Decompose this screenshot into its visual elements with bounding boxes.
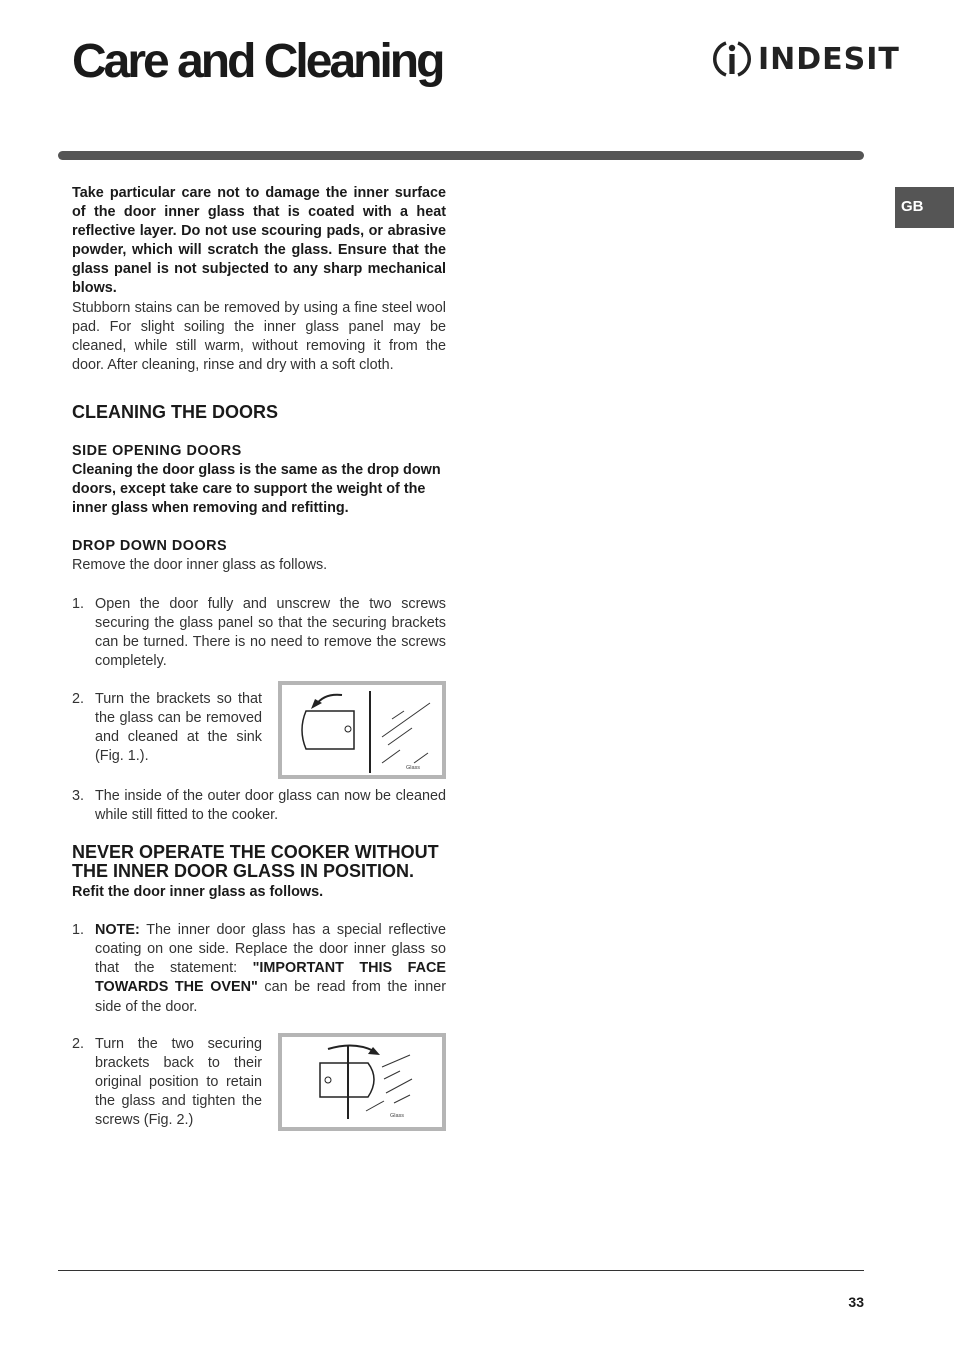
- drop-doors-heading: DROP DOWN DOORS: [72, 538, 228, 555]
- note-text-a: The inner door glass has a special reflective coating on one side. Replace the door inner glass so that the statement:: [95, 922, 446, 977]
- figure-2: [278, 1033, 446, 1131]
- step-text: [95, 921, 446, 1016]
- remove-step-3: [72, 787, 446, 825]
- remove-step-2: [72, 690, 262, 766]
- drop-doors-text: Remove the door inner glass as follows.: [72, 557, 328, 574]
- brand-name: INDESIT: [758, 41, 900, 77]
- page-number: 33: [848, 1294, 864, 1310]
- remove-step-1: [72, 595, 446, 671]
- step-text: Turn the brackets so that the glass can be removed and cleaned at the sink (Fig. 1.).: [95, 690, 262, 765]
- refit-step-2-row: [72, 1033, 446, 1131]
- glass-warning: Take particular care not to damage the inner surface of the door inner glass that is coated with a heat reflective layer. Do not use scouring pads, or abrasive powder, which will scratch the glass. Ensure that the glass panel is not subjected to any sharp mechanical blows.: [72, 185, 446, 297]
- header-divider: [58, 151, 864, 160]
- indesit-logo-icon: [712, 38, 752, 80]
- bracket-refit-diagram-icon: [282, 1037, 442, 1127]
- step-number: 3.: [72, 787, 85, 804]
- step-number: 1.: [72, 595, 85, 612]
- step-number: 2.: [72, 690, 85, 707]
- fig1-glass-label: Glass: [406, 764, 421, 771]
- page-title: Care and Cleaning: [72, 35, 443, 88]
- main-column: [72, 184, 446, 1131]
- fig2-glass-label: Glass: [390, 1112, 405, 1119]
- bracket-diagram-icon: [282, 685, 442, 775]
- remove-step-2-row: [72, 681, 446, 779]
- footer-divider: [58, 1270, 864, 1271]
- note-label: NOTE:: [95, 922, 140, 939]
- intro-text: Stubborn stains can be removed by using a fine steel wool pad. For slight soiling the inner glass panel may be cleaned, while still warm, without removing it from the door. After cleaning, rinse and dry with a soft cloth.: [72, 299, 446, 373]
- never-operate-warning: NEVER OPERATE THE COOKER WITHOUT THE INNER DOOR GLASS IN POSITION.: [72, 842, 439, 882]
- figure-1: [278, 681, 446, 779]
- side-doors-text: Cleaning the door glass is the same as the drop down doors, except take care to support the weight of the inner glass when removing and refitting.: [72, 462, 441, 517]
- refit-step-2: [72, 1035, 262, 1130]
- cleaning-doors-heading: CLEANING THE DOORS: [72, 401, 279, 422]
- refit-step-1: [72, 921, 446, 1016]
- step-text: Turn the two securing brackets back to their original position to retain the glass and tighten the screws (Fig. 2.): [95, 1035, 262, 1128]
- language-tab: GB: [895, 187, 954, 228]
- side-doors-heading: SIDE OPENING DOORS: [72, 442, 242, 459]
- step-number: 1.: [72, 922, 85, 939]
- refit-subheading: Refit the door inner glass as follows.: [72, 884, 324, 901]
- brand-logo: [712, 38, 900, 80]
- step-text: Open the door fully and unscrew the two screws securing the glass panel so that the securing brackets can be turned. There is no need to remove the screws completely.: [95, 595, 446, 669]
- important-statement: "IMPORTANT THIS FACE TOWARDS THE OVEN": [95, 960, 446, 996]
- step-number: 2.: [72, 1035, 85, 1052]
- step-text: The inside of the outer door glass can now be cleaned while still fitted to the cooker.: [95, 787, 446, 823]
- note-text-b: can be read from the inner side of the door.: [95, 979, 447, 1015]
